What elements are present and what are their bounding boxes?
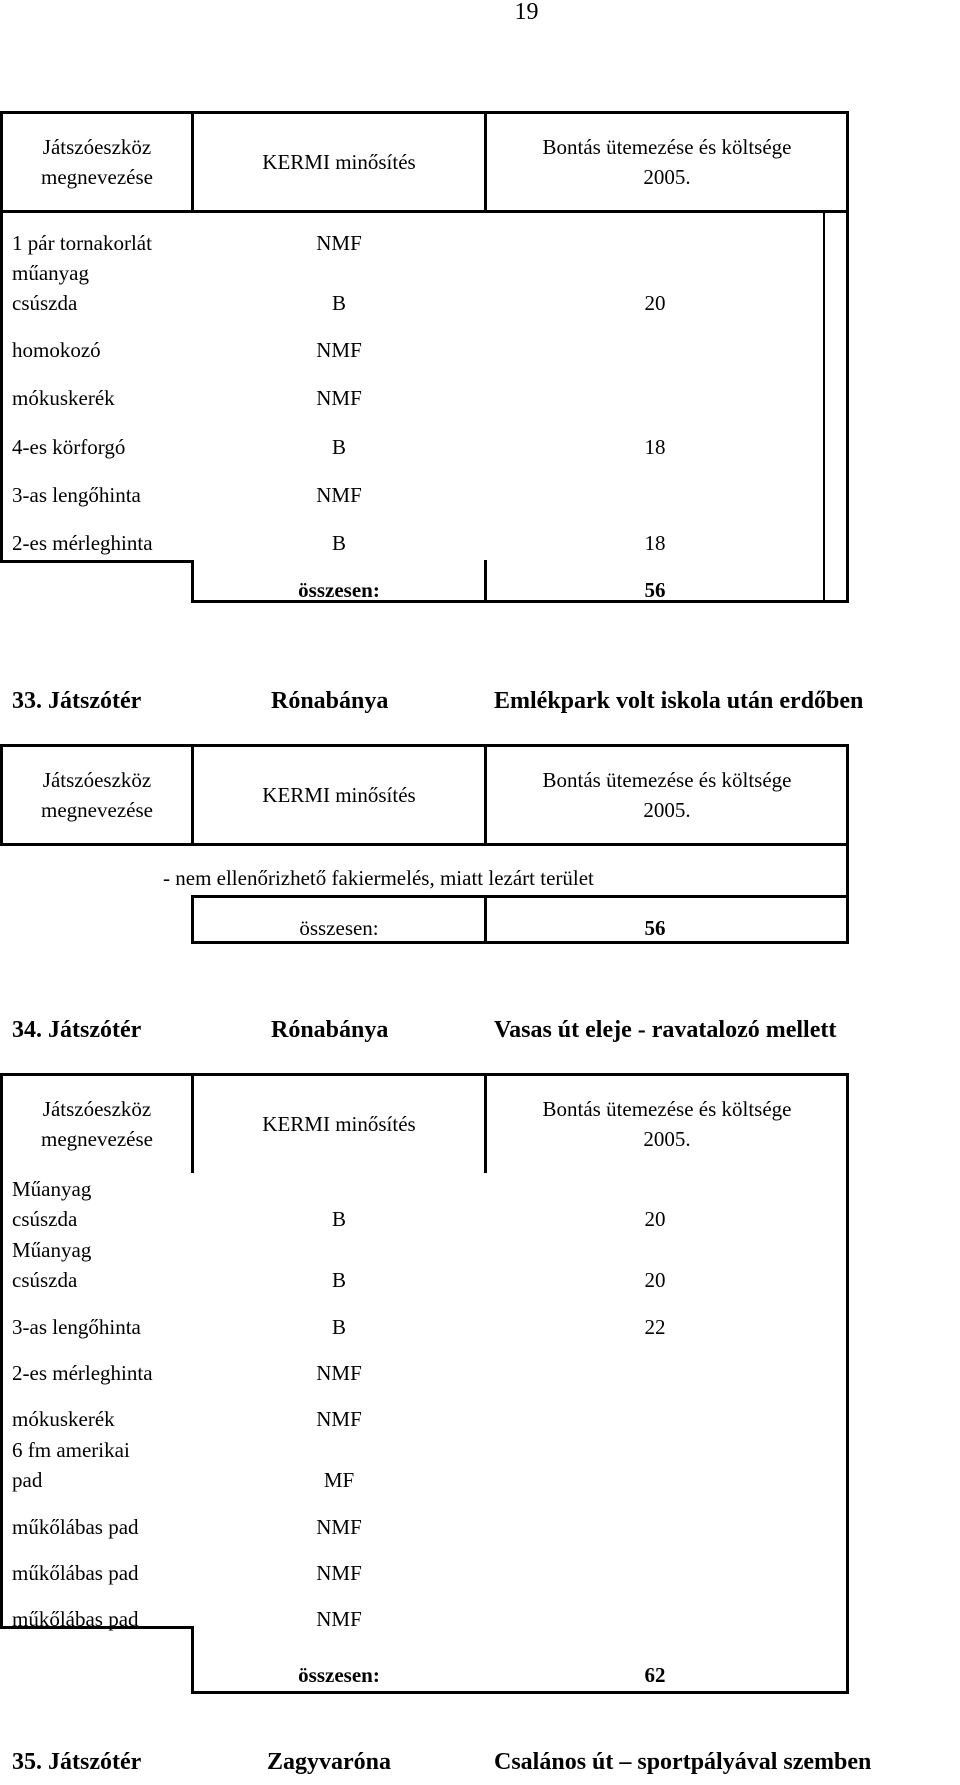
section-town: Rónabánya <box>271 1017 389 1043</box>
table-row: műanyag csúszda <box>12 261 89 315</box>
header-rating: KERMI minősítés <box>262 1112 416 1136</box>
row-cost: 18 <box>644 435 666 459</box>
header-item-name: Játszóeszköz megnevezése <box>41 1097 153 1151</box>
row-rating: NMF <box>316 1607 362 1631</box>
total-label: összesen: <box>298 1663 380 1687</box>
row-cost: 20 <box>644 1207 666 1231</box>
table-row: mókuskerék <box>12 1407 115 1431</box>
row-rating: NMF <box>316 338 362 362</box>
section-location: Vasas út eleje - ravatalozó mellett <box>494 1017 837 1043</box>
row-rating: B <box>331 531 346 555</box>
table-row: műkőlábas pad <box>12 1515 139 1539</box>
row-rating: NMF <box>316 231 362 255</box>
table-row: 6 fm amerikai pad <box>12 1438 130 1492</box>
row-rating: B <box>331 1207 346 1231</box>
section-location: Emlékpark volt iskola után erdőben <box>494 688 864 714</box>
row-rating: B <box>331 1268 346 1292</box>
total-value: 62 <box>644 1663 666 1687</box>
header-cost: Bontás ütemezése és költsége 2005. <box>542 135 792 189</box>
header-rating: KERMI minősítés <box>262 150 416 174</box>
table-row: műkőlábas pad <box>12 1561 139 1585</box>
table-row: 1 pár tornakorlát <box>12 231 152 255</box>
row-rating: B <box>331 1315 346 1339</box>
row-rating: MF <box>323 1468 355 1492</box>
section-heading: 35. Játszótér <box>12 1749 142 1775</box>
row-cost: 20 <box>644 1268 666 1292</box>
section-heading: 34. Játszótér <box>12 1017 142 1043</box>
row-rating: B <box>331 291 346 315</box>
section-location: Csalános út – sportpályával szemben <box>494 1749 872 1775</box>
row-rating: NMF <box>316 1561 362 1585</box>
table-row: 4-es körforgó <box>12 435 126 459</box>
section-heading: 33. Játszótér <box>12 688 142 714</box>
header-cost: Bontás ütemezése és költsége 2005. <box>542 1097 792 1151</box>
table-row: mókuskerék <box>12 386 115 410</box>
table-row: 3-as lengőhinta <box>12 483 141 507</box>
total-value: 56 <box>644 916 666 940</box>
table-row: 2-es mérleghinta <box>12 531 153 555</box>
section-town: Rónabánya <box>271 688 389 714</box>
page-number: 19 <box>514 0 539 25</box>
row-rating: NMF <box>316 483 362 507</box>
row-rating: NMF <box>316 386 362 410</box>
row-cost: 18 <box>644 531 666 555</box>
section-note: - nem ellenőrizhető fakiermelés, miatt lezárt terület <box>163 866 594 890</box>
header-rating: KERMI minősítés <box>262 783 416 807</box>
table-row: 2-es mérleghinta <box>12 1361 153 1385</box>
total-label: összesen: <box>299 916 379 940</box>
row-cost: 22 <box>644 1315 666 1339</box>
row-rating: NMF <box>316 1515 362 1539</box>
table-row: homokozó <box>12 338 101 362</box>
section-town: Zagyvaróna <box>267 1749 392 1775</box>
header-cost: Bontás ütemezése és költsége 2005. <box>542 768 792 822</box>
header-item-name: Játszóeszköz megnevezése <box>41 768 153 822</box>
header-item-name: Játszóeszköz megnevezése <box>41 135 153 189</box>
row-rating: NMF <box>316 1407 362 1431</box>
row-rating: NMF <box>316 1361 362 1385</box>
total-value: 56 <box>644 578 666 602</box>
row-cost: 20 <box>644 291 666 315</box>
row-rating: B <box>331 435 346 459</box>
table-row: 3-as lengőhinta <box>12 1315 141 1339</box>
total-label: összesen: <box>298 578 380 602</box>
table-row: Műanyag csúszda <box>12 1177 92 1231</box>
table-row: Műanyag csúszda <box>12 1238 92 1292</box>
table-row: műkőlábas pad <box>12 1607 139 1631</box>
